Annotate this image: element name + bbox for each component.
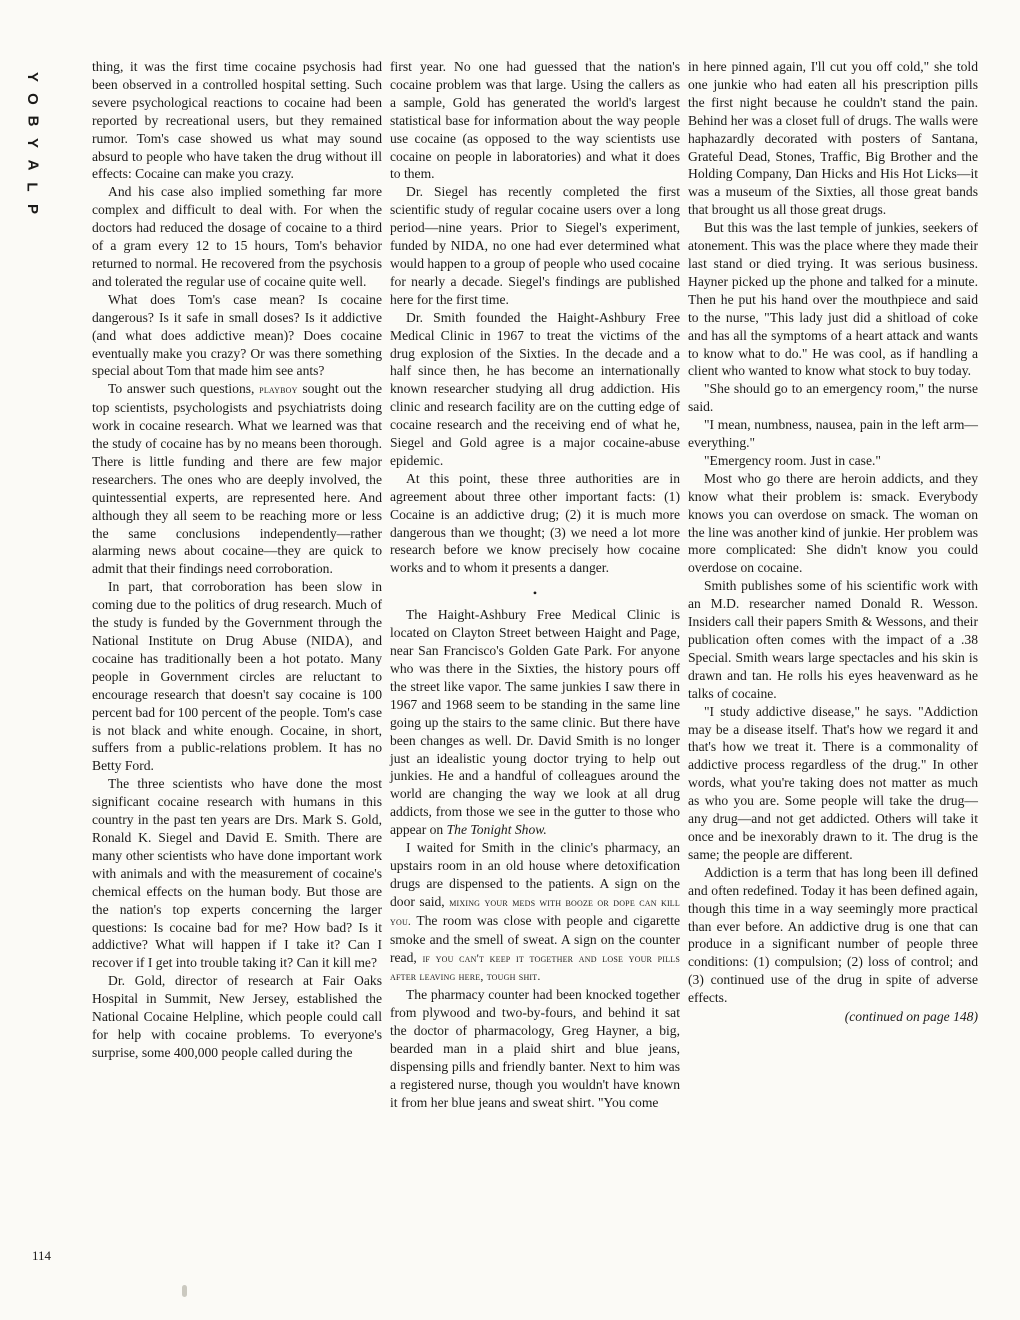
paragraph: The three scientists who have done the most significant cocaine research with humans in this country in the past ten years are Drs. Mark S. Gold, Ronald K. Siegel and David E. Smith. There are many other scientists who have done important work with animals and with the measurement of cocaine's chemical effects on the human body. But those are the nation's top experts concerning the larger questions: Is cocaine bad for me? How bad? Is it addictive? What will happen if I take it? Can I recover if I get into trouble taking it? Can it kill me? (92, 776, 382, 971)
paragraph: Addiction is a term that has long been ill defined and often redefined. Today it has been defined again, though this time in a way seemingly more practical than ever before. An addictive drug is one that can produce in a significant number of people three conditions: (1) compulsion; (2) loss of control; and (3) continued use of the drug in spite of adverse effects. (688, 864, 978, 1006)
paragraph: in here pinned again, I'll cut you off cold," she told one junkie who had eaten all his prescription pills the first night because he couldn't stand the pain. Behind her was a closet full of drugs. The walls were haphazardly decorated with posters of Santana, Grateful Dead, Stones, Traffic, Big Brother and the Holding Company, Dan Hicks and His Hot Licks—it was a museum of the Sixties, all those great bands that brought us all those great drugs. (688, 59, 978, 218)
magazine-name-letter: A (24, 159, 41, 171)
paragraph: But this was the last temple of junkies, seekers of atonement. This was the place where they made their last stand or died trying. It was serious business. Hayner picked up the phone and talked for a minute. Then he put his hand over the mouthpiece and said to the nurse, "This lady just did a shitload of coke and has all the symptoms of a heart attack and wants to know what to do." He was cool, as if handling a client who wanted to know what stock to buy today. (688, 220, 978, 379)
paragraph: In part, that corroboration has been slow in coming due to the politics of drug research. Much of the study is funded by the Government through the National Institute on Drug Abuse (NIDA), and cocaine has traditionally been a hot potato. Many people in Government circles are reluctant to encourage research that doesn't say cocaine is 100 percent bad for 100 percent of the people. Tom's case is not black and white enough. Cocaine, in short, suffers from a public-relations problem. It has no Betty Ford. (92, 579, 382, 774)
continued-note: (continued on page 148) (844, 1009, 978, 1025)
show-title: The Tonight Show. (446, 822, 547, 838)
sign-text: mixing your meds with booze or dope can kill you. (390, 894, 680, 928)
text-column-3 (688, 58, 978, 1026)
sign-text: if you can't keep it together and lose your pills after leaving here, tough shit. (390, 950, 680, 984)
paragraph: "I mean, numbness, nausea, pain in the left arm—everything." (688, 417, 978, 451)
paragraph: "She should go to an emergency room," the nurse said. (688, 381, 978, 415)
magazine-name-letter: Y (23, 71, 41, 83)
paragraph: "Emergency room. Just in case." (704, 452, 881, 468)
paragraph-text: I waited for Smith in the clinic's pharmacy, an upstairs room in an old house where detoxification drugs are dispensed to the patients. A sign on the door said, (390, 840, 680, 909)
magazine-name-inline: playboy (259, 382, 298, 397)
section-separator: • (532, 586, 538, 601)
paragraph: What does Tom's case mean? Is cocaine dangerous? Is it safe in small doses? Is it addictive (and what does addictive mean)? Does cocaine eventually make you crazy? Or was there something special about Tom that made him see ants? (92, 291, 382, 379)
paragraph: thing, it was the first time cocaine psychosis had been observed in a controlled hospital setting. Such severe psychological reactions to cocaine had been reported by recreational users, but they remained rumor. Tom's case showed us what may sound absurd to people who have taken the drug without ill effects: Cocaine can make you crazy. (92, 59, 382, 182)
text-column-1 (92, 58, 382, 1062)
text-column-2 (390, 58, 680, 1112)
magazine-name-letter: L (23, 182, 41, 192)
paragraph: The pharmacy counter had been knocked together from plywood and two-by-fours, and behind it sat the doctor of pharmacology, Greg Hayner, a big, bearded man in a plaid shirt and blue jeans, dispensing pills and friendly banter. Next to him was a registered nurse, though you wouldn't have known it from her blue jeans and sweat shirt. "You come (390, 987, 680, 1110)
paragraph (390, 839, 680, 986)
paragraph-text: To answer such questions, (108, 381, 255, 397)
paragraph-text: sought out the top scientists, psychologists and psychiatrists doing work in cocaine research. What we learned was that the study of cocaine has by no means been thorough. There is little funding and there are few major researchers. The ones who are deeply involved, the quintessential experts, are represented here. And although they all seem to be reaching more or less the same conclusions independently—rather alarming news about cocaine—they are quick to admit that their findings need corroboration. (92, 381, 382, 577)
paragraph (92, 380, 382, 578)
paragraph: Most who go there are heroin addicts, and they know what their problem is: smack. Everybody knows you can overdose on smack. The woman on the line was another kind of junkie. Her problem was more complicated: She didn't know you could overdose on cocaine. (688, 470, 978, 576)
magazine-name-letter: P (23, 203, 41, 215)
paragraph: Smith publishes some of his scientific work with an M.D. researcher named Donald R. Wesson. Insiders call their papers Smith & Wessons, and their publication often comes with the impact of a .38 Special. Smith wears large spectacles and his skin is drawn and tan. He rolls his eyes heavenward as he talks of cocaine. (688, 578, 978, 701)
paragraph: Dr. Smith founded the Haight-Ashbury Free Medical Clinic in 1967 to treat the victims of the drug explosion of the Sixties. In the decade and a half since then, he has become an internationally known researcher studying all drug addiction. His clinic and research facility are on the cutting edge of cocaine research and the receiving end of what he, Siegel and Gold agree is a major cocaine-abuse epidemic. (390, 309, 680, 468)
paragraph: And his case also implied something far more complex and difficult to deal with. For when the doctors had reduced the dosage of cocaine to a third of a gram every 12 to 15 hours, Tom's behavior returned to normal. He recovered from the psychosis and tolerated the regular use of cocaine quite well. (92, 184, 382, 289)
paragraph: At this point, these three authorities are in agreement about three other important facts: (1) Cocaine is an addictive drug; (2) it is much more dangerous than we thought; (3) we need a lot more research before we know precisely how cocaine works and to whom it presents a danger. (390, 470, 680, 576)
magazine-name-letter: O (23, 93, 41, 105)
magazine-name-letter: Y (23, 137, 41, 149)
paragraph-text: The room was close with people and cigarette smoke and the smell of sweat. A sign on the counter read, (390, 912, 680, 965)
paragraph: Dr. Siegel has recently completed the first scientific study of regular cocaine users over a long period—nine years. Prior to Siegel's experiment, funded by NIDA, no one had ever determined what would happen to a group of people who used cocaine for nearly a decade. Siegel's findings are published here for the first time. (390, 184, 680, 307)
print-smudge (182, 1285, 187, 1297)
page-number: 114 (32, 1248, 52, 1263)
paragraph: first year. No one had guessed that the nation's cocaine problem was that large. Using the callers as a sample, Gold has generated the world's largest statistical base for information about the way people use cocaine (as opposed to the way scientists use cocaine on people in laboratories) and what it does to them. (390, 59, 680, 182)
paragraph (390, 606, 680, 839)
paragraph-text: The Haight-Ashbury Free Medical Clinic is located on Clayton Street between Haight and Page, near San Francisco's Golden Gate Park. For anyone who was there in the Sixties, the history pours off the street like vapor. The same junkies I saw there in 1967 and 1968 seem to be standing in the same line going up the stairs to the same clinic. But there have been changes as well. Dr. David Smith is no longer just an idealistic young doctor trying to help out junkies. He and a handful of colleagues around the world are changing the way we look at all drug addicts, from those we see in the gutter to those who appear on (390, 607, 680, 838)
magazine-name-vertical (14, 66, 44, 220)
magazine-name-letter: B (24, 115, 41, 127)
paragraph: Dr. Gold, director of research at Fair Oaks Hospital in Summit, New Jersey, established the National Cocaine Helpline, which people could call for help with cocaine problems. To everyone's surprise, some 400,000 people called during the (92, 973, 382, 1060)
paragraph: "I study addictive disease," he says. "Addiction may be a disease itself. That's how we regard it and that's how we treat it. There is a commonality of addictive process regardless of the drug." In other words, what you're taking does not matter as much as who you are. Some people will take the drug—any drug—and not get addicted. Others will take it once and be inexorably drawn to it. The drug is the same; the people are different. (688, 703, 978, 862)
